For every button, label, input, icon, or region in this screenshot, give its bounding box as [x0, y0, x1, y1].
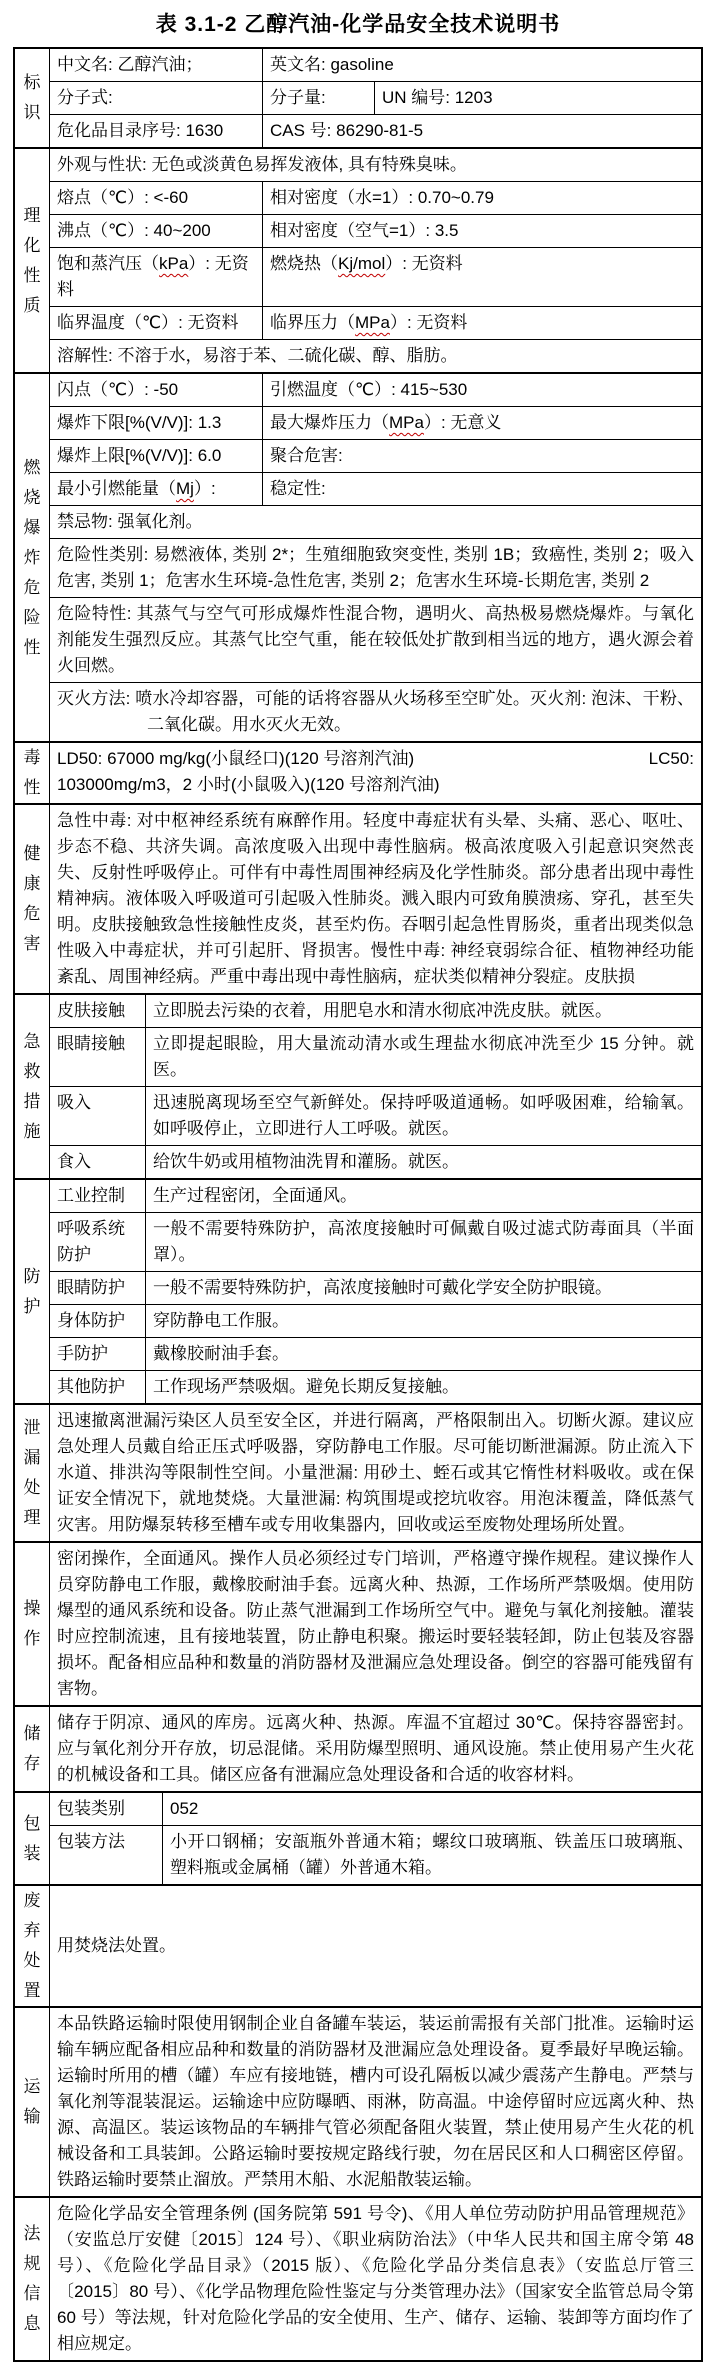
- row-critical: [50, 306, 701, 339]
- page-title: 表 3.1-2 乙醇汽油-化学品安全技术说明书: [155, 13, 561, 36]
- protection-hand-text: 戴橡胶耐油手套。: [145, 1338, 701, 1370]
- section-regulations: [15, 2196, 701, 2360]
- storage-text: 储存于阴凉、通风的库房。远离火种、热源。库温不宜超过 30℃。保持容器密封。应与氧化剂分开存放，切忌混储。采用防爆型照明、通风设施。禁止使用易产生火花的机械设备和工具。储区应备有泄漏应急处理设备和合适的收容材料。: [57, 1713, 694, 1784]
- critical-temperature: 临界温度（℃）: 无资料: [57, 313, 239, 332]
- row-packaging-method: [50, 1825, 701, 1884]
- row-appearance: [50, 149, 701, 181]
- handling-text: 密闭操作，全面通风。操作人员必须经过专门培训，严格遵守操作规程。建议操作人员穿防静电工作服，戴橡胶耐油手套。远离火种、热源，工作场所严禁吸烟。使用防爆型的通风系统和设备。防止蒸气泄漏到工作场所空气中。避免与氧化剂接触。灌装时应控制流速，且有接地装置，防止静电积聚。搬运时要轻装轻卸，防止包装及容器损坏。配备相应品种和数量的消防器材及泄漏应急处理设备。倒空的容器可能残留有害物。: [57, 1549, 694, 1698]
- section-storage: [15, 1705, 701, 1791]
- packaging-method-text: 小开口钢桶；安瓿瓶外普通木箱；螺纹口玻璃瓶、铁盖压口玻璃瓶、塑料瓶或金属桶（罐）外普通木箱。: [162, 1826, 701, 1884]
- protection-other-label: 其他防护: [57, 1377, 125, 1396]
- section-fire-explosion: [15, 372, 701, 741]
- row-hazard-class: [50, 538, 701, 597]
- transport-text: 本品铁路运输时限使用钢制企业自备罐车装运，装运前需报有关部门批准。运输时运输车辆应配备相应品种和数量的消防器材及泄漏应急处理设备。夏季最好早晚运输。运输时所用的槽（罐）车应有接地链，槽内可设孔隔板以减少震荡产生静电。严禁与氧化剂等混装混运。运输途中应防曝晒、雨淋，防高温。中途停留时应远离火种、热源、高温区。装运该物品的车辆排气管必须配备阻火装置，禁止使用易产生火花的机械设备和工具装卸。公路运输时要按规定路线行驶，勿在居民区和人口稠密区停留。铁路运输时要禁止溜放。严禁用木船、水泥船散装运输。: [57, 2014, 694, 2189]
- max-explosion-pressure: 最大爆炸压力（MPa）: 无意义: [262, 407, 701, 439]
- section-leak-disposal: [15, 1403, 701, 1541]
- section-label-physicochemical: 理 化 性 质: [23, 205, 41, 315]
- stability: 稳定性:: [262, 473, 701, 505]
- row-formula: [50, 81, 701, 114]
- critical-pressure: 临界压力（MPa）: 无资料: [262, 307, 701, 339]
- polymerization-hazard: 聚合危害:: [262, 440, 701, 472]
- section-waste-disposal: [15, 1884, 701, 2006]
- boiling-point: 沸点（℃）: 40~200: [57, 221, 211, 240]
- appearance: 外观与性状: 无色或淡黄色易挥发液体, 具有特殊臭味。: [57, 155, 467, 174]
- first-aid-eye-label: 眼睛接触: [57, 1034, 125, 1053]
- packaging-class-label: 包装类别: [57, 1799, 125, 1818]
- first-aid-eye-text: 立即提起眼睑，用大量流动清水或生理盐水彻底冲洗至少 15 分钟。就医。: [145, 1028, 701, 1086]
- row-inhalation: [50, 1086, 701, 1145]
- relative-density-air: 相对密度（空气=1）: 3.5: [262, 215, 701, 247]
- combustion-heat: 燃烧热（Kj/mol）: 无资料: [262, 248, 701, 306]
- section-toxicity: [15, 741, 701, 803]
- leak-disposal-text: 迅速撤离泄漏污染区人员至安全区，并进行隔离，严格限制出入。切断火源。建议应急处理人员戴自给正压式呼吸器，穿防静电工作服。尽可能切断泄漏源。防止流入下水道、排洪沟等限制性空间。小量泄漏: 用砂土、蛭石或其它惰性材料吸收。或在保证安全情况下，就地焚烧。大量泄漏: 构筑围堤或挖坑收容。用泡沫覆盖，降低蒸气灾害。用防爆泵转移至槽车或专用收集器内，回收或运至废物处理场所处置。: [57, 1411, 694, 1534]
- cas-number: CAS 号: 86290-81-5: [262, 115, 701, 147]
- molecular-weight: 分子量:: [262, 82, 374, 114]
- section-label-regulations: 法 规 信 息: [23, 2224, 41, 2333]
- section-label-protection: 防 护: [23, 1266, 41, 1316]
- protection-body-text: 穿防静电工作服。: [145, 1305, 701, 1337]
- row-eye-protection: [50, 1271, 701, 1304]
- protection-engineering-text: 生产过程密闭，全面通风。: [145, 1180, 701, 1212]
- protection-other-text: 工作现场严禁吸烟。避免长期反复接触。: [145, 1371, 701, 1403]
- protection-eye-text: 一般不需要特殊防护，高浓度接触时可戴化学安全防护眼镜。: [145, 1272, 701, 1304]
- ld50-value: LD50: 67000 mg/kg(小鼠经口)(120 号溶剂汽油): [57, 749, 415, 768]
- solubility: 溶解性: 不溶于水，易溶于苯、二硫化碳、醇、脂肪。: [57, 346, 458, 365]
- row-vapor-pressure: [50, 247, 701, 306]
- incompatible-materials: 禁忌物: 强氧化剂。: [57, 512, 203, 531]
- explosion-lower-limit: 爆炸下限[%(V/V)]: 1.3: [57, 413, 222, 432]
- melting-point: 熔点（℃）: <-60: [57, 188, 189, 207]
- section-packaging: [15, 1791, 701, 1884]
- toxicity-data: [50, 743, 701, 803]
- waste-disposal-text: 用焚烧法处置。: [57, 1936, 176, 1955]
- row-boiling: [50, 214, 701, 247]
- ignition-temperature: 引燃温度（℃）: 415~530: [262, 374, 701, 406]
- row-ingestion: [50, 1145, 701, 1178]
- un-number: UN 编号: 1203: [374, 82, 701, 114]
- protection-respiratory-text: 一般不需要特殊防护，高浓度接触时可佩戴自吸过滤式防毒面具（半面罩）。: [145, 1213, 701, 1271]
- regulations-text: 危险化学品安全管理条例 (国务院第 591 号令)、《用人单位劳动防护用品管理规范》（安监总厅安健〔2015〕124 号）、《职业病防治法》（中华人民共和国主席令第 48 号）、《危险化学品目录》（2015 版）、《危险化学品分类信息表》（安监总厅管三〔2015〕80 号）、《化学品物理危险性鉴定与分类管理办法》（国家安全监管总局令第 60 号）等法规，针对危险化学品的安全使用、生产、储存、运输、装卸等方面均作了相应规定。: [57, 2204, 694, 2353]
- english-name: 英文名: gasoline: [262, 49, 701, 81]
- section-label-transport: 运 输: [23, 2077, 41, 2126]
- msds-table: [13, 47, 703, 2362]
- section-label-handling: 操 作: [23, 1599, 41, 1648]
- fire-fighting-method: 灭火方法: 喷水冷却容器，可能的话将容器从火场移至空旷处。灭火剂: 泡沫、干粉、二氧化碳。用水灭火无效。: [57, 689, 694, 734]
- molecular-formula: 分子式:: [57, 88, 113, 107]
- lc50-label: LC50:: [648, 749, 694, 768]
- section-label-first-aid: 急 救 措 施: [23, 1031, 41, 1141]
- row-skin-contact: [50, 995, 701, 1027]
- section-protection: [15, 1178, 701, 1403]
- first-aid-ingestion-label: 食入: [57, 1152, 91, 1171]
- row-body-protection: [50, 1304, 701, 1337]
- first-aid-inhalation-text: 迅速脱离现场至空气新鲜处。保持呼吸道通畅。如呼吸困难，给输氧。如呼吸停止，立即进行人工呼吸。就医。: [145, 1087, 701, 1145]
- min-ignition-energy: 最小引燃能量（Mj）:: [57, 479, 216, 498]
- row-flash-point: [50, 374, 701, 406]
- section-label-packaging: 包 装: [23, 1813, 41, 1863]
- row-packaging-class: [50, 1793, 701, 1825]
- row-hand-protection: [50, 1337, 701, 1370]
- hazard-classification: 危险性类别: 易燃液体, 类别 2*；生殖细胞致突变性, 类别 1B；致癌性, 类别 2；吸入危害, 类别 1；危害水生环境-急性危害, 类别 2；危害水生环境-长期危害, 类别 2: [57, 545, 694, 590]
- hazard-characteristics: 危险特性: 其蒸气与空气可形成爆炸性混合物，遇明火、高热极易燃烧爆炸。与氧化剂能发生强烈反应。其蒸气比空气重，能在较低处扩散到相当远的地方，遇火源会着火回燃。: [57, 604, 694, 675]
- row-hazard-character: [50, 597, 701, 682]
- section-label-fire-explosion: 燃 烧 爆 炸 危 险 性: [23, 457, 41, 657]
- row-names: [50, 49, 701, 81]
- row-engineering-control: [50, 1180, 701, 1212]
- section-handling: [15, 1541, 701, 1705]
- packaging-class-value: 052: [162, 1793, 701, 1825]
- section-identification: [15, 49, 701, 147]
- chinese-name: 中文名: 乙醇汽油；: [57, 55, 203, 74]
- section-first-aid: [15, 993, 701, 1178]
- section-label-identification: 标 识: [23, 73, 41, 122]
- health-hazard-text: 急性中毒: 对中枢神经系统有麻醉作用。轻度中毒症状有头晕、头痛、恶心、呕吐、步态不稳、共济失调。高浓度吸入出现中毒性脑病。极高浓度吸入引起意识突然丧失、反射性呼吸停止。可伴有中毒性周围神经病及化学性肺炎。部分患者出现中毒性精神病。液体吸入呼吸道可引起吸入性肺炎。溅入眼内可致角膜溃疡、穿孔，甚至失明。皮肤接触致急性接触性皮炎，甚至灼伤。吞咽引起急性胃肠炎，重者出现类似急性吸入中毒症状，并可引起肝、肾损害。慢性中毒: 神经衰弱综合征、植物神经功能紊乱、周围神经病。严重中毒出现中毒性脑病，症状类似精神分裂症。皮肤损: [57, 811, 694, 986]
- flash-point: 闪点（℃）: -50: [57, 380, 179, 399]
- row-other-protection: [50, 1370, 701, 1403]
- saturated-vapor-pressure: 饱和蒸汽压（kPa）: 无资料: [57, 254, 249, 299]
- row-toxicity: [50, 743, 701, 803]
- section-health-hazard: [15, 803, 701, 993]
- row-incompatibles: [50, 505, 701, 538]
- row-fire-fighting: [50, 682, 701, 741]
- section-label-storage: 储 存: [23, 1724, 41, 1773]
- row-solubility: [50, 339, 701, 372]
- first-aid-ingestion-text: 给饮牛奶或用植物油洗胃和灌肠。就医。: [145, 1146, 701, 1178]
- section-transport: [15, 2006, 701, 2196]
- explosion-upper-limit: 爆炸上限[%(V/V)]: 6.0: [57, 446, 222, 465]
- first-aid-skin-label: 皮肤接触: [57, 1001, 125, 1020]
- protection-engineering-label: 工业控制: [57, 1186, 125, 1205]
- row-catalog: [50, 114, 701, 147]
- row-respiratory-protection: [50, 1212, 701, 1271]
- row-lel: [50, 406, 701, 439]
- relative-density-water: 相对密度（水=1）: 0.70~0.79: [262, 182, 701, 214]
- row-min-ignition: [50, 472, 701, 505]
- section-label-waste-disposal: 废 弃 处 置: [23, 1891, 41, 2000]
- protection-body-label: 身体防护: [57, 1311, 125, 1330]
- row-eye-contact: [50, 1027, 701, 1086]
- packaging-method-label: 包装方法: [57, 1832, 125, 1851]
- protection-respiratory-label: 呼吸系统防护: [57, 1219, 125, 1264]
- section-physicochemical: [15, 147, 701, 372]
- catalog-number: 危化品目录序号: 1630: [57, 121, 224, 140]
- protection-eye-label: 眼睛防护: [57, 1278, 125, 1297]
- first-aid-skin-text: 立即脱去污染的衣着，用肥皂水和清水彻底冲洗皮肤。就医。: [145, 995, 701, 1027]
- first-aid-inhalation-label: 吸入: [57, 1093, 91, 1112]
- section-label-toxicity: 毒 性: [23, 748, 41, 797]
- section-label-health-hazard: 健 康 危 害: [23, 844, 41, 953]
- row-uel: [50, 439, 701, 472]
- lc50-value: 103000mg/m3，2 小时(小鼠吸入)(120 号溶剂汽油): [57, 775, 440, 794]
- protection-hand-label: 手防护: [57, 1344, 108, 1363]
- section-label-leak-disposal: 泄 漏 处 理: [23, 1418, 41, 1527]
- row-melting: [50, 181, 701, 214]
